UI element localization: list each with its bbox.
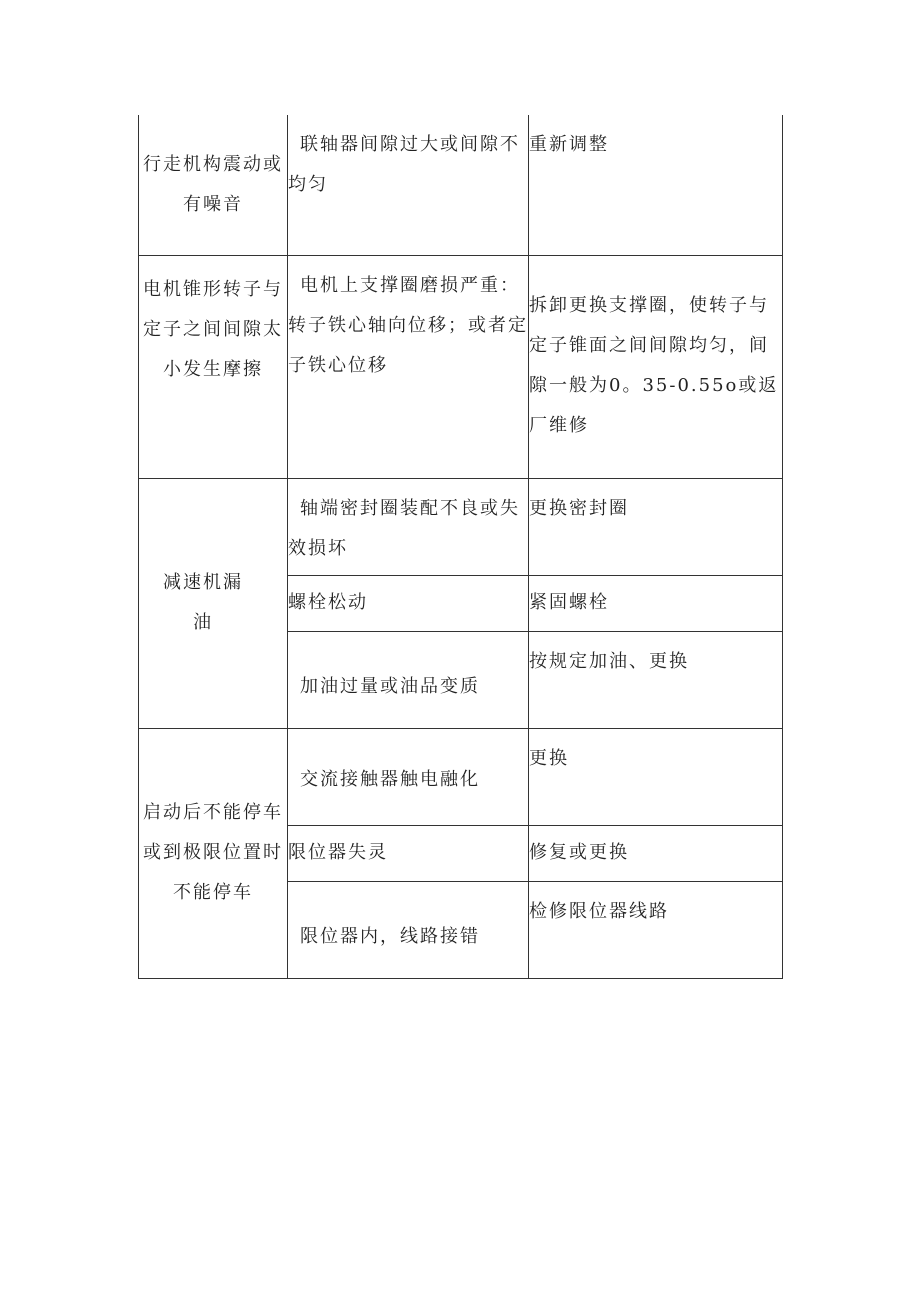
fault-cell: 行走机构震动或有噪音: [139, 115, 288, 255]
cause-cell: 螺栓松动: [288, 575, 529, 631]
fix-cell: 检修限位器线路: [529, 881, 783, 978]
table-row: [139, 478, 783, 575]
fix-cell: 更换密封圈: [529, 478, 783, 575]
fix-cell: 更换: [529, 728, 783, 825]
table-row: [139, 728, 783, 825]
fix-cell: 拆卸更换支撑圈，使转子与定子锥面之间间隙均匀，间隙一般为0。35-0.55o或返厂维修: [529, 255, 783, 478]
fault-cell: 电机锥形转子与定子之间间隙太小发生摩擦: [139, 255, 288, 478]
cause-cell: 限位器内，线路接错: [288, 881, 529, 978]
fix-cell: 按规定加油、更换: [529, 631, 783, 728]
fix-cell: 重新调整: [529, 115, 783, 255]
fault-table: [138, 115, 783, 979]
cause-cell: 电机上支撑圈磨损严重：转子铁心轴向位移；或者定子铁心位移: [288, 255, 529, 478]
cause-cell: 交流接触器触电融化: [288, 728, 529, 825]
table-row: [139, 115, 783, 255]
table-row: [139, 255, 783, 478]
cause-cell: 联轴器间隙过大或间隙不均匀: [288, 115, 529, 255]
cause-cell: 加油过量或油品变质: [288, 631, 529, 728]
cause-cell: 限位器失灵: [288, 825, 529, 881]
fault-cell: 启动后不能停车或到极限位置时不能停车: [139, 728, 288, 978]
fix-cell: 修复或更换: [529, 825, 783, 881]
cause-cell: 轴端密封圈装配不良或失效损坏: [288, 478, 529, 575]
fault-cell: 减速机漏油: [139, 478, 288, 728]
fix-cell: 紧固螺栓: [529, 575, 783, 631]
